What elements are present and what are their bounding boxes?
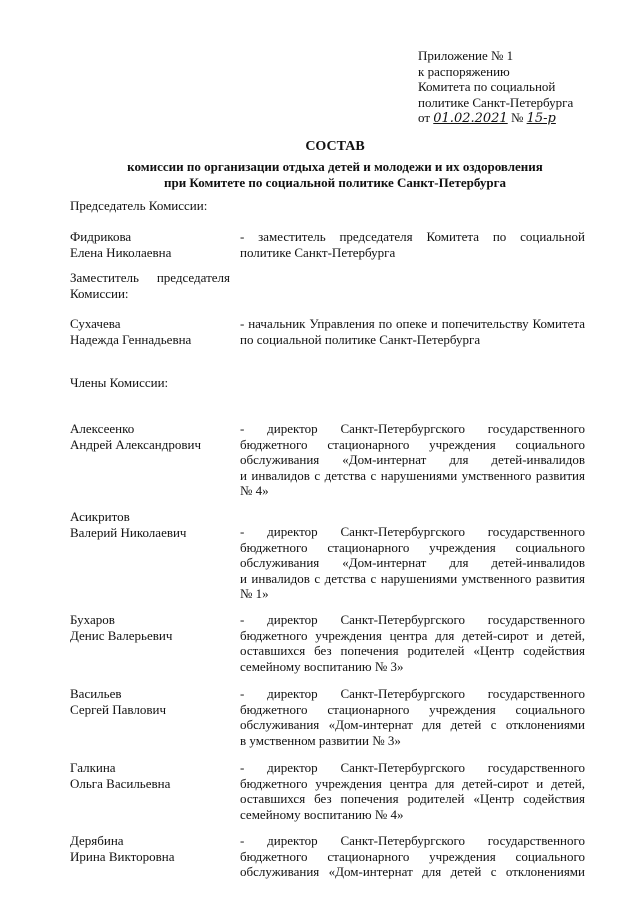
surname: Бухаров — [70, 612, 115, 627]
person-name — [70, 760, 235, 791]
given-name: Ирина Викторовна — [70, 848, 175, 864]
surname: Дерябина — [70, 833, 124, 848]
position-line: бюджетного учреждения центра для детей-сирот и детей, — [240, 627, 585, 643]
document-title — [60, 138, 610, 190]
given-name: Денис Валерьевич — [70, 627, 173, 643]
title-line: комиссии по организации отдыха детей и молодежи и их оздоровления — [127, 159, 543, 174]
person-position — [240, 316, 585, 347]
person-name — [70, 509, 235, 540]
position-line: бюджетного стационарного учреждения социального — [240, 701, 585, 717]
position-line: оставшихся без попечения родителей «Центр содействия — [240, 791, 585, 806]
position-line: - директор Санкт-Петербургского государственного — [240, 686, 585, 701]
person-name — [70, 316, 235, 347]
given-name: Надежда Геннадьевна — [70, 331, 192, 347]
position-line: № 4» — [240, 483, 269, 498]
surname: Васильев — [70, 686, 122, 701]
number-prefix: № — [510, 110, 524, 125]
label-line: Заместитель председателя — [70, 270, 230, 285]
position-line: политике Санкт-Петербурга — [240, 244, 396, 260]
position-line: обслуживания «Дом-интернат для детей-инвалидов — [240, 555, 585, 570]
person-name — [70, 421, 235, 452]
label-line: Комиссии: — [70, 285, 129, 301]
position-line: бюджетного учреждения центра для детей-сирот и детей, — [240, 775, 585, 791]
title-heading: СОСТАВ — [305, 139, 365, 154]
given-name: Валерий Николаевич — [70, 524, 187, 540]
position-line: бюджетного стационарного учреждения социального — [240, 436, 585, 452]
approval-line: Приложение № 1 — [418, 48, 514, 63]
position-line: семейному воспитанию № 3» — [240, 658, 404, 674]
title-line: при Комитете по социальной политике Санкт-Петербурга — [163, 174, 507, 190]
position-line: обслуживания «Дом-интернат для детей-инвалидов — [240, 452, 585, 467]
given-name: Ольга Васильевна — [70, 775, 171, 791]
person-name — [70, 686, 235, 717]
person-name — [70, 612, 235, 643]
approval-line: политике Санкт-Петербурга — [418, 94, 574, 110]
date-prefix: от — [418, 110, 431, 125]
position-line: по социальной политике Санкт-Петербурга — [240, 331, 481, 347]
given-name: Андрей Александрович — [70, 436, 201, 452]
position-line: и инвалидов с детства с нарушениями умственного развития — [240, 467, 585, 483]
given-name: Елена Николаевна — [70, 244, 172, 260]
person-name — [70, 833, 235, 864]
position-line: обслуживания «Дом-интернат для детей с отклонениями — [240, 864, 585, 879]
person-position — [240, 229, 585, 260]
position-line: - директор Санкт-Петербургского государственного — [240, 612, 585, 627]
position-line: оставшихся без попечения родителей «Центр содействия — [240, 643, 585, 658]
person-position — [240, 612, 585, 674]
person-position — [240, 686, 585, 748]
approval-block — [418, 48, 628, 127]
handwritten-number: 15-р — [526, 111, 556, 126]
surname: Алексеенко — [70, 421, 135, 436]
person-position — [240, 760, 585, 822]
handwritten-date: 01.02.2021 — [433, 111, 508, 126]
position-line: - директор Санкт-Петербургского государственного — [240, 524, 585, 539]
members-label: Члены Комиссии: — [70, 375, 169, 390]
position-line: - заместитель председателя Комитета по социальной — [240, 229, 585, 244]
approval-line: Комитета по социальной — [418, 79, 556, 94]
person-position — [240, 421, 585, 499]
person-position — [240, 833, 585, 880]
position-line: семейному воспитанию № 4» — [240, 806, 404, 822]
surname: Сухачева — [70, 316, 121, 331]
position-line: - директор Санкт-Петербургского государственного — [240, 760, 585, 775]
deputy-label — [70, 270, 230, 301]
position-line: - директор Санкт-Петербургского государственного — [240, 833, 585, 848]
position-line: № 1» — [240, 586, 269, 601]
position-line: - начальник Управления по опеке и попечительству Комитета — [240, 316, 585, 331]
position-line: - директор Санкт-Петербургского государственного — [240, 421, 585, 436]
chair-label: Председатель Комиссии: — [70, 198, 208, 213]
position-line: бюджетного стационарного учреждения социального — [240, 848, 585, 864]
position-line: бюджетного стационарного учреждения социального — [240, 539, 585, 555]
approval-date-line — [418, 110, 628, 127]
given-name: Сергей Павлович — [70, 701, 166, 717]
surname: Асикритов — [70, 509, 130, 524]
person-position — [240, 524, 585, 602]
position-line: и инвалидов с детства с нарушениями умственного развития — [240, 570, 585, 586]
surname: Фидрикова — [70, 229, 132, 244]
position-line: обслуживания «Дом-интернат для детей с отклонениями — [240, 717, 585, 732]
surname: Галкина — [70, 760, 116, 775]
person-name — [70, 229, 235, 260]
position-line: в умственном развитии № 3» — [240, 732, 401, 748]
approval-line: к распоряжению — [418, 63, 510, 79]
